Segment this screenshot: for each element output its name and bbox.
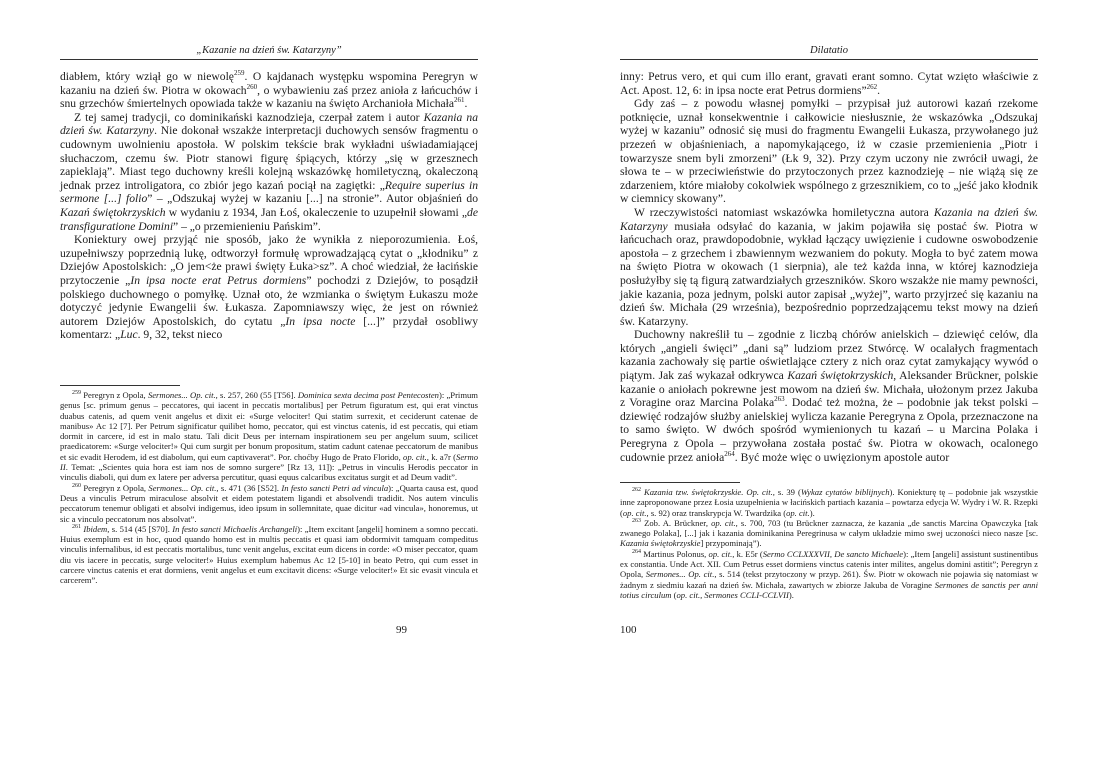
italic-text: Sermones... Op. cit.	[147, 390, 216, 400]
text-run: W rzeczywistości natomiast wskazówka homiletyczna autora	[634, 205, 934, 219]
text-run: Zob. A. Brückner,	[641, 517, 712, 528]
text-run: . Temat: „Scientes quia hora est iam nos de somno surgere” [Rz 13, 11]): „Petrus in vinculis Herodis peccator in vinculis diaboli, qui dum ex latere per adversa percutitur, quasi equus calcaribus excitatus surgit et ad Deum vadit”.	[60, 462, 478, 483]
text-run: ): „Quarta causa est, quod Deus a vinculis Petrum miraculose absolvit et eidem potestatem ligandi et absolvendi tradidit. Nos autem vinculis peccatorum tenemur obligati et absolvi indigemus, ideo ipsum in sollemnitate, quae dicitur «ad vincula», honoremus, ut sic a vinculo peccatorum nos absolvat”.	[60, 482, 478, 524]
footnote	[620, 487, 1038, 518]
text-run: Gdy zaś – z powodu własnej pomyłki – przypisał już autorowi kazań rzekome potknięcie, uznał konsekwentnie i całkowicie niesłusznie, że wskazówka „Odszukaj wyżej w kazaniu” odnosić się musi do fragmentu Ewangelii Łukasza, przywołanego już przezeń w objaśnieniach, a napomykającego, iż w czasie przemienienia „Piotr i towarzysze snem byli zmorzeni” (Łk 9, 32). Przy czym uczony nie zwrócił uwagi, że słowa te – w przeciwieństwie do przytoczonych przez kaznodzieję – nie wiążą się ze zdarzeniem, które miałoby cokolwiek wspólnego z grzesznikiem, co to „jeść jako kłodnik w ciemnicy skowany”.	[620, 97, 1038, 206]
header-rule	[60, 59, 478, 60]
text-run: w wydaniu z 1934, Jan Łoś, okaleczenie to uzupełnił słowami „	[165, 205, 468, 219]
text-run: , s. 514 (45 [S70].	[107, 523, 173, 534]
footnote-ref: 260	[72, 482, 81, 489]
italic-text: Sermones... Op. cit.	[645, 569, 715, 580]
paragraph	[620, 206, 1038, 328]
paragraph	[60, 233, 478, 342]
text-run: , s. 471 (36 [S52].	[216, 482, 282, 493]
text-run: musiała odsyłać do kazania, w jakim pojawiła się postać św. Piotra w łańcuchach oraz, prawdopodobnie, wykład łączący uwięzienie i cudowne oswobodzenie apostoła – z grzechem i zbawiennym wezwaniem do pokuty. Mogła to być zatem mowa na święto Piotra w okowach (1 sierpnia), ale też każda inna, w której kaznodzieja posłużyłby się tą figurą zatwardziałych grzeszników. Skoro wszakże nie mamy pewności, jakie kazania, poza jednym, polski autor zapisał „wyżej”, warto przyjrzeć się kazaniu na dzień św. Michała (29 września), bezpośrednio poprzedzającemu tekst mowy na dzień św. Katarzyny.	[620, 219, 1038, 328]
footnote-rule	[620, 482, 740, 483]
body-text	[620, 70, 1038, 464]
text-run: . Dodać też można, że – podobnie jak tekst polski – dziewięć rodzajów służby anielskiej wylicza kazanie Peregryna z Opola, przeznaczone na to samo święto. W dwóch spośród wymienionych tu kazań – u Marcina Polaka i Peregryna z Opola – przywołana została postać św. Piotra w okowach, ocalonego cudownie przez anioła	[620, 396, 1038, 464]
paragraph	[620, 70, 1038, 97]
footnote-ref: 262	[632, 487, 641, 494]
text-run: inny: Petrus vero, et qui cum illo erant, gravati erant somno. Cytat wzięto właściwie z Act. Apost. 12, 6: in ipsa nocte erat Petrus dormiens”	[620, 70, 1038, 97]
text-run: , s. 514 (tekst przytoczony w przyp. 261). Św. Piotr w okowach nie pojawia się natomiast w żadnym z siedmiu kazań na dzień św. Michała, zawartych w zbiorze Jakuba de Voragine	[620, 569, 1038, 590]
italic-text: Require superius in sermone [...] folio	[60, 178, 478, 206]
italic-text: In ipsa nocte	[285, 314, 356, 328]
text-run: ).	[788, 589, 794, 600]
text-run: , s. 39 (	[772, 487, 801, 497]
italic-text: Sermo CCLXXXVII, De sancto Michaele	[762, 548, 904, 559]
italic-text: op. cit.	[708, 548, 733, 559]
text-run: , s. 92) oraz transkrypcja W. Twardzika (	[646, 507, 787, 518]
text-run: , o wybawieniu zaś przez anioła z łańcuchów i snu grzechów śmiertelnych opowiada także w kazaniu na święto Archanioła Michała	[60, 83, 478, 111]
page-number: 99	[396, 624, 407, 636]
italic-text: Dominica sexta decima post Pentecosten	[297, 390, 439, 400]
italic-text: In ipsa nocte erat Petrus dormiens	[130, 273, 307, 287]
italic-text: In festo sancti Petri ad vincula	[281, 482, 389, 493]
footnote	[620, 549, 1038, 600]
paragraph	[620, 328, 1038, 464]
footnote-ref: 263	[774, 395, 785, 404]
text-run: ” – „o przemienieniu Pańskim”.	[173, 219, 321, 233]
text-run: , s. 700, 703 (tu Brückner zaznacza, że kazania „de sanctis Marcina Opawczyka [tak zwanego Polaka], [...] jak i kazania dominikanina Peregrinusa w całym układzie mimo swej uczoności nieco nasze [sc.	[620, 517, 1038, 539]
text-run: ): „Primum genus [sc. primum genus – peccatores, qui iacent in peccatis mortalibus] per Petrum figuratum est, qui erat vinctus duabus catenis, ad quem venit angelus et dixit ei: «Surge velociter! Qui statim surrexit, et ceciderunt catenae de manibus» Ac 12 [7]. Per Petrum significatur quilibet homo, peccator, qui est vinctus catenis, id est peccatis, qui etiam dormit in carcere, id est in malo statu. Tali dicit Deus per internam inspirationem seu per angelum suum, scilicet praedicatorem: «Surge velociter!» Qui cum surgit per bonum propositum, statim cadunt catenae peccatorum de manibus et sic evadit Herodem, id est diabolum, qui eum captivaverat”. Por. choćby Hugo de Prato Florido,	[60, 390, 478, 462]
footnote	[60, 390, 478, 483]
italic-text: op. cit.	[711, 517, 736, 528]
paragraph	[620, 97, 1038, 206]
text-run: diabłem, który wziął go w niewolę	[60, 70, 234, 83]
footnote	[60, 483, 478, 524]
text-run: ). Koniekturę tę – podobnie jak wszystkie inne zaproponowane przez Łosia uzupełnienia w łacińskich partiach kazania – powtarza edycja W. Wydry i W. R. Rzepki (	[620, 487, 1038, 518]
footnote-ref: 264	[632, 548, 641, 555]
italic-text: In festo sancti Michaelis Archangeli	[172, 523, 298, 534]
text-run: Peregryn z Opola,	[81, 482, 149, 493]
italic-text: op. cit.	[622, 507, 647, 518]
text-run: , s. 257, 260 (55 [T56].	[215, 390, 298, 400]
page-number: 100	[620, 624, 637, 636]
footnotes	[60, 390, 478, 586]
text-run: , k. a7r (	[426, 451, 457, 462]
running-head: „Kazanie na dzień św. Katarzyny”	[196, 45, 342, 56]
footnote-ref: 260	[246, 82, 258, 91]
text-run: ): „Item excitant [angeli] hominem a somno peccati. Huius exemplum est in hoc, quod quando homo est in multis peccatis et quasi iam obdormivit tamquam compeditus vinculis infernalibus, id est peccatis mortalibus, tunc venit angelus, excitat eum dicens in corde: «O miser peccator, quam diu vis iacere in peccatis, surge velociter!» Huius exemplum habemus Ac 12 [5-10] in beato Petro, qui cum esset in carcere vinctus catenis et erat dormiens, venit angelus et eum excitavit dicens: «Surge velociter!» Et sic evasit vincula et carcerem”.	[60, 523, 478, 586]
text-run: Z tej samej tradycji, co dominikański kaznodzieja, czerpał zatem i autor	[74, 110, 424, 124]
text-run: , k. E5r (	[732, 548, 763, 559]
text-run: Peregryn z Opola,	[81, 390, 148, 400]
text-run: Martinus Polonus,	[641, 548, 709, 559]
italic-text: Sermones de sanctis per anni totius circulum	[620, 579, 1038, 600]
footnote-ref: 262	[866, 82, 878, 91]
text-run: [...]” przydał osobliwy komentarz: „	[60, 314, 478, 342]
italic-text: Ibidem	[83, 523, 108, 534]
text-run: ).	[809, 507, 815, 518]
text-run: ): „Item [angeli] assistunt sustinentibus ex constantia. Unde Act. XII. Cum Petrus esset dormiens vinctus catenis inter milites, angelus domini astitit”; Peregryn z Opola,	[620, 548, 1039, 580]
text-run: . Być może więc o uwięzionym apostole autor	[734, 450, 950, 464]
text-run: .	[877, 83, 881, 97]
italic-text: Sermones... Op. cit.	[148, 482, 217, 493]
right-page	[620, 0, 1038, 777]
footnote	[620, 518, 1038, 549]
text-run: Duchowny nakreślił tu – zgodnie z liczbą chórów anielskich – dziewięć celów, dla których „angieli święci” „dani są” ludziom przez Stwórcę. W ocalałych fragmentach kazania zachowały się partie oświetlające cztery z nich oraz cytat zamykający wywód o piątym. Jak zaś wykazał odkrywca	[620, 328, 1038, 383]
italic-text: Kazania na dzień św. Katarzyny	[60, 110, 478, 138]
body-text	[60, 70, 478, 342]
italic-text: Kazania świętokrzyskie	[620, 538, 701, 549]
header-rule	[620, 59, 1038, 60]
left-page	[60, 0, 478, 777]
text-run: . 9, 32, tekst nieco	[137, 328, 223, 342]
footnote-ref: 261	[72, 524, 81, 530]
footnote-ref: 259	[233, 69, 245, 78]
text-run: (	[671, 589, 677, 600]
italic-text: Kazań świętokrzyskich	[787, 369, 894, 383]
footnote-ref: 261	[454, 96, 465, 105]
footnote-ref: 259	[72, 390, 81, 397]
italic-text: Kazań świętokrzyskich	[60, 205, 166, 219]
italic-text: Wykaz cytatów biblijnych	[800, 487, 890, 497]
italic-text: op. cit.	[403, 451, 427, 462]
italic-text: op. cit., Sermones CCLI-CCLVII	[676, 589, 789, 600]
footnote-ref: 264	[724, 449, 735, 458]
text-run: .	[464, 97, 468, 111]
italic-text: Sermo II	[60, 451, 479, 473]
text-run: ] przypominają”).	[700, 538, 762, 549]
footnote	[60, 524, 478, 586]
paragraph	[60, 111, 478, 233]
text-run: ” – „Odszukaj wyżej w kazaniu [...] na stronie”. Autor objaśnień do	[147, 192, 478, 206]
italic-text: Kazania na dzień św. Katarzyny	[620, 205, 1039, 233]
text-run: ” pochodzi z Dziejów, to posądził polskiego duchownego o pomyłkę. Uznał oto, że wzmianka o świętym Łukaszu może dotyczyć jedynie Ewangelii św. Łukasza. Zapomniawszy więc, że jest on również autorem Dziejów Apostolskich, do cytatu „	[60, 273, 478, 328]
text-run: , Aleksander Brückner, polskie kazanie o aniołach pokrewne jest mowom na dzień św. Michała, ułożonym przez Jakuba z Voragine oraz Marcina Polaka	[620, 369, 1039, 410]
text-run: . O kajdanach występku wspomina Peregryn w kazaniu na dzień św. Piotra w okowach	[60, 70, 478, 97]
running-head: Dilatatio	[810, 45, 848, 56]
italic-text: op. cit.	[786, 507, 810, 518]
paragraph	[60, 70, 478, 111]
footnote-rule	[60, 385, 180, 386]
italic-text: Luc	[120, 328, 138, 342]
footnote-ref: 263	[632, 518, 641, 525]
italic-text: Kazania tzw. świętokrzyskie. Op. cit.	[644, 487, 773, 497]
italic-text: de transfiguratione Domini	[60, 205, 478, 233]
text-run: . Nie dokonał wszakże interpretacji duchowych sensów fragmentu o cudownym uwolnieniu apostoła. W polskim tekście brak wykładni uświadamiającej słuchaczom, czemu św. Piotr stanowi figurę śpiących, którzy „się w grzesznech zapieklają”. Miast tego duchowny kreśli kolejną wskazówkę homiletyczną, okaleczoną jednak przez introligatora, co zbiór jego kazań pociął na zagiętki: „	[60, 124, 478, 192]
footnotes	[620, 487, 1038, 600]
text-run: Koniektury owej przyjąć nie sposób, jako że wynikła z nieporozumienia. Łoś, uzupełniwszy poprzednią lukę, odtworzył formułę wprowadzającą cytat o „kłodniku” z Dziejów Apostolskich: „O jem<że prawi święty Łuka>sz”. A choć wiedział, że łacińskie przytoczenie „	[60, 233, 478, 287]
